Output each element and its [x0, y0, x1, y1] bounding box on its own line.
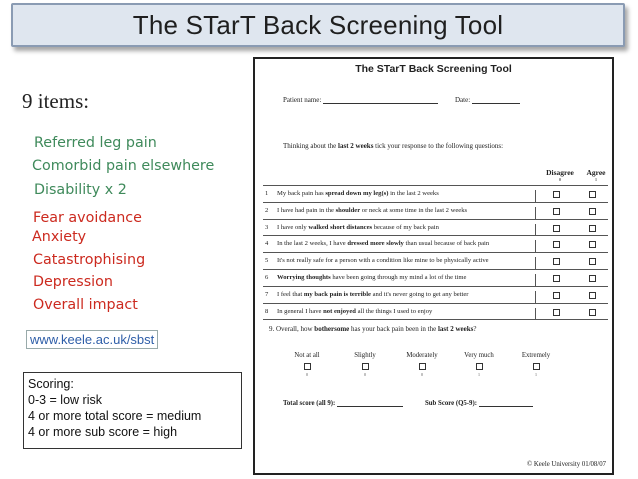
item-referred-leg-pain: Referred leg pain: [34, 135, 157, 151]
instruction-text: [283, 142, 503, 150]
option-score: 1: [477, 372, 481, 377]
agree-checkbox[interactable]: [589, 225, 596, 232]
question-number: 8: [265, 307, 269, 315]
option-not-at-all: [277, 352, 337, 377]
question-text: I feel that my back pain is terrible and it's never going to get any better: [277, 291, 536, 303]
col-agree: [582, 168, 610, 182]
questionnaire-form: [253, 57, 614, 475]
slide-title: The STarT Back Screening Tool: [132, 9, 504, 40]
col-disagree: [542, 168, 578, 182]
question-row: [263, 253, 608, 270]
sub-score-field: [425, 400, 533, 407]
question-number: 4: [265, 240, 269, 248]
question-row: [263, 220, 608, 237]
option-checkbox[interactable]: [362, 363, 369, 370]
question-row: [263, 186, 608, 203]
question-9-text: 9. Overall, how bothersome has your back pain been in the last 2 weeks?: [269, 325, 477, 333]
item-fear-avoidance: Fear avoidance: [33, 210, 142, 226]
question-row: [263, 304, 608, 321]
date-field: [455, 96, 520, 104]
agree-checkbox[interactable]: [589, 241, 596, 248]
option-score: 0: [305, 372, 309, 377]
form-title: The STarT Back Screening Tool: [355, 63, 512, 75]
disagree-checkbox[interactable]: [553, 241, 560, 248]
total-score-label: Total score (all 9):: [283, 400, 336, 407]
option-moderately: [392, 352, 452, 377]
question-text: In general I have not enjoyed all the things I used to enjoy: [277, 308, 536, 320]
question-number: 5: [265, 257, 269, 265]
option-label: Extremely: [521, 352, 551, 359]
patient-name-line: [323, 103, 438, 104]
copyright-text: © Keele University 01/08/07: [527, 461, 606, 468]
col-agree-score: 1: [594, 177, 598, 182]
scoring-line-low: 0-3 = low risk: [28, 393, 102, 407]
option-label: Slightly: [354, 352, 376, 359]
question-number: 6: [265, 273, 269, 281]
agree-checkbox[interactable]: [589, 258, 596, 265]
agree-checkbox[interactable]: [589, 208, 596, 215]
sub-score-label: Sub Score (Q5-9):: [425, 400, 477, 407]
scoring-line-medium: 4 or more total score = medium: [28, 409, 202, 423]
col-agree-label: Agree: [586, 168, 606, 177]
disagree-checkbox[interactable]: [553, 191, 560, 198]
date-label: Date:: [455, 96, 471, 104]
agree-checkbox[interactable]: [589, 309, 596, 316]
agree-checkbox[interactable]: [589, 275, 596, 282]
option-score: 0: [420, 372, 424, 377]
option-label: Very much: [464, 352, 494, 359]
question-text: I have only walked short distances because of my back pain: [277, 224, 536, 236]
option-checkbox[interactable]: [304, 363, 311, 370]
disagree-checkbox[interactable]: [553, 275, 560, 282]
date-line: [472, 103, 520, 104]
total-score-field: [283, 400, 403, 407]
patient-name-field: [283, 96, 438, 104]
question-rows: [263, 185, 608, 320]
question-row: [263, 236, 608, 253]
item-catastrophising: Catastrophising: [33, 252, 146, 268]
option-label: Not at all: [294, 352, 320, 359]
option-checkbox[interactable]: [533, 363, 540, 370]
disagree-checkbox[interactable]: [553, 292, 560, 299]
question-text: It's not really safe for a person with a condition like mine to be physically active: [277, 257, 536, 269]
scoring-box: [23, 372, 242, 449]
option-checkbox[interactable]: [476, 363, 483, 370]
agree-checkbox[interactable]: [589, 191, 596, 198]
website-link[interactable]: www.keele.ac.uk/sbst: [26, 330, 158, 349]
disagree-checkbox[interactable]: [553, 309, 560, 316]
option-score: 0: [363, 372, 367, 377]
item-overall-impact: Overall impact: [33, 297, 138, 313]
title-banner: [11, 3, 625, 47]
question-text: In the last 2 weeks, I have dressed more slowly than usual because of back pain: [277, 240, 536, 252]
disagree-checkbox[interactable]: [553, 258, 560, 265]
option-slightly: [335, 352, 395, 377]
question-number: 1: [265, 190, 269, 197]
option-score: 1: [534, 372, 538, 377]
col-disagree-score: 0: [558, 177, 562, 182]
item-depression: Depression: [33, 274, 113, 290]
option-extremely: [506, 352, 566, 377]
question-row: [263, 203, 608, 220]
sub-score-line: [479, 406, 533, 407]
patient-name-label: Patient name:: [283, 96, 322, 104]
items-heading: 9 items:: [22, 89, 90, 113]
item-anxiety: Anxiety: [32, 229, 87, 245]
scoring-heading: Scoring:: [28, 377, 74, 391]
question-text: Worrying thoughts have been going through my mind a lot of the time: [277, 274, 536, 286]
question-number: 2: [265, 206, 269, 214]
agree-checkbox[interactable]: [589, 292, 596, 299]
question-row: [263, 270, 608, 287]
question-number: 3: [265, 223, 269, 231]
question-row: [263, 287, 608, 304]
question-text: I have had pain in the shoulder or neck at some time in the last 2 weeks: [277, 207, 536, 219]
question-text: My back pain has spread down my leg(s) in the last 2 weeks: [277, 190, 536, 202]
option-very-much: [449, 352, 509, 377]
total-score-line: [337, 406, 403, 407]
option-label: Moderately: [406, 352, 438, 359]
disagree-checkbox[interactable]: [553, 225, 560, 232]
question-number: 7: [265, 290, 269, 298]
scoring-line-high: 4 or more sub score = high: [28, 425, 178, 439]
instruction-post: tick your response to the following questions:: [375, 142, 504, 150]
item-disability: Disability x 2: [34, 182, 127, 198]
instruction-bold: last 2 weeks: [338, 142, 374, 150]
option-checkbox[interactable]: [419, 363, 426, 370]
item-comorbid-pain: Comorbid pain elsewhere: [32, 158, 215, 174]
disagree-checkbox[interactable]: [553, 208, 560, 215]
col-disagree-label: Disagree: [546, 168, 574, 177]
instruction-pre: Thinking about the: [283, 142, 337, 150]
